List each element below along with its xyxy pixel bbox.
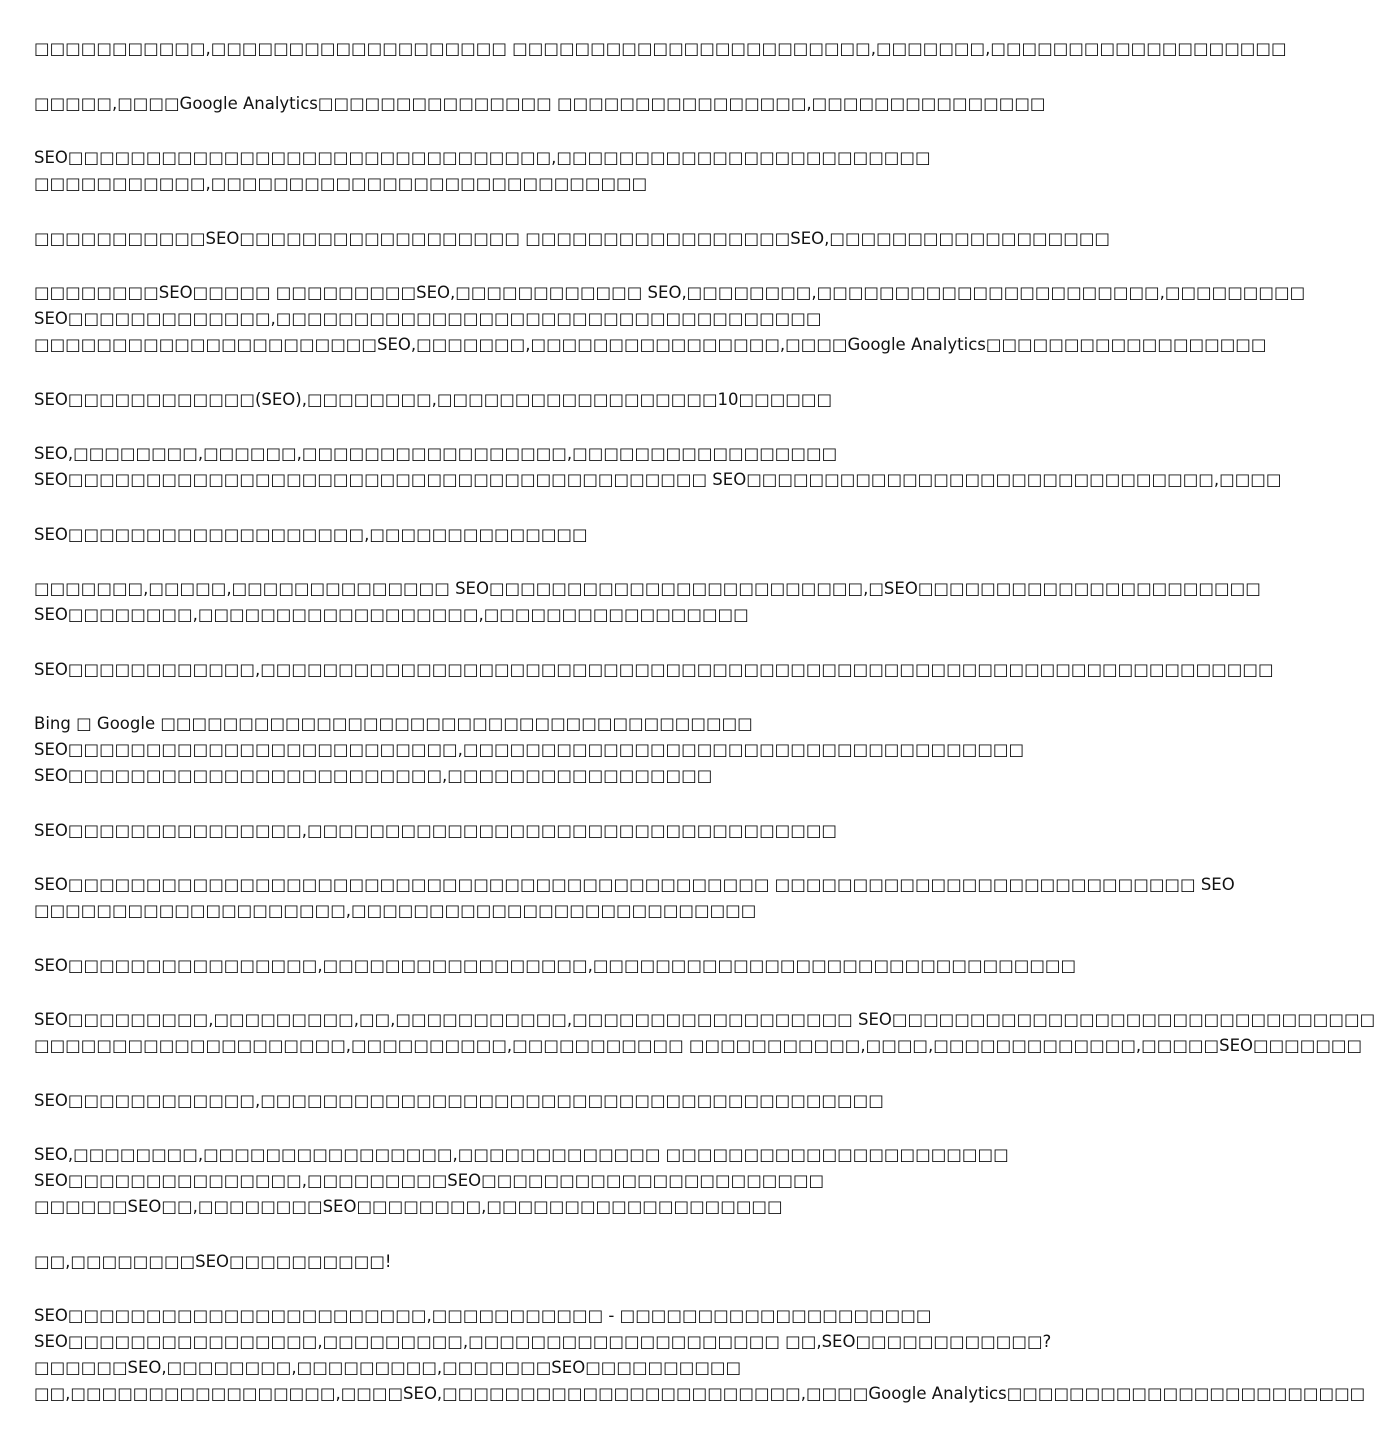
- text-line: SEO□□□□□□□□□□□□□□□□,□□□□□□□□□□□□□□□□□,□□□□□□□□□□□□□□□□□□□□□□□□□□□□□□□: [34, 955, 1077, 975]
- text-line: SEO□□□□□□□□□□□□□□□,□□□□□□□□□□□□□□□□□□□□□□□□□□□□□□□□□□: [34, 820, 838, 840]
- paragraph: [34, 1303, 1366, 1407]
- paragraph: [34, 1007, 1375, 1059]
- text-line: SEO□□□□□□□□□□□□□,□□□□□□□□□□□□□□□□□□□□□□□□□□□□□□□□□□□: [34, 309, 822, 328]
- text-line: □□□□□□□□□□□□□□□□□□□□,□□□□□□□□□□□□□□□□□□□□□□□□□□: [34, 901, 757, 920]
- text-line: SEO□□□□□□□□□□□□□□□□□□□□□□□□□,□□□□□□□□□□□□□□□□□□□□□□□□□□□□□□□□□□□□: [34, 740, 1025, 759]
- paragraph: [34, 36, 1287, 62]
- text-line: SEO□□□□□□□□□□□□,□□□□□□□□□□□□□□□□□□□□□□□□□□□□□□□□□□□□□□□□: [34, 1090, 884, 1110]
- text-line: SEO□□□□□□□□□□□□□□□□□□□□□□□,□□□□□□□□□□□ - □□□□□□□□□□□□□□□□□□□□: [34, 1306, 932, 1325]
- text-line: □□,□□□□□□□□SEO□□□□□□□□□□!: [34, 1251, 392, 1271]
- text-line: SEO,□□□□□□□□,□□□□□□,□□□□□□□□□□□□□□□□□,□□□□□□□□□□□□□□□□□: [34, 444, 838, 463]
- text-line: □□,□□□□□□□□□□□□□□□□□,□□□□SEO,□□□□□□□□□□□□□□□□□□□□□□□,□□□□Google Analytics□□□□□□□□□□□□□□□□□□□□□□□: [34, 1384, 1366, 1403]
- paragraph: [34, 441, 1282, 493]
- paragraph: [34, 91, 1046, 117]
- paragraph: [34, 387, 990, 413]
- paragraph: [34, 1088, 990, 1114]
- text-line: SEO□□□□□□□□□□□□□□□,□□□□□□□□□SEO□□□□□□□□□□□□□□□□□□□□□□: [34, 1171, 825, 1190]
- text-line: □□□□□□□□□□□,□□□□□□□□□□□□□□□□□□□□□□□□□□□□: [34, 174, 648, 193]
- text-line: □□□□□□□,□□□□□,□□□□□□□□□□□□□□ SEO□□□□□□□□□□□□□□□□□□□□□□□□,□SEO□□□□□□□□□□□□□□□□□□□□□□: [34, 579, 1261, 598]
- paragraph: [34, 226, 1110, 252]
- paragraph: [34, 872, 1235, 924]
- text-line: SEO□□□□□□□□□□□□□□□□□□□□□□□□□□□□□□□,□□□□□□□□□□□□□□□□□□□□□□□□: [34, 148, 931, 167]
- text-line: □□□□□□□□□□□□□□□□□□□□□□SEO,□□□□□□□,□□□□□□□□□□□□□□□□,□□□□Google Analytics□□□□□□□□□□□□□□□□□□: [34, 335, 1267, 354]
- text-line: □□□□□□□□□□□SEO□□□□□□□□□□□□□□□□□□ □□□□□□□□□□□□□□□□□SEO,□□□□□□□□□□□□□□□□□□: [34, 228, 1110, 248]
- text-line: □□□□□□SEO□□,□□□□□□□□SEO□□□□□□□□,□□□□□□□□□□□□□□□□□□□: [34, 1197, 783, 1216]
- paragraph: [34, 657, 1274, 683]
- text-line: SEO□□□□□□□□□,□□□□□□□□□,□□,□□□□□□□□□□□,□□□□□□□□□□□□□□□□□□ SEO□□□□□□□□□□□□□□□□□□□□□□□□□□□□□□□: [34, 1010, 1375, 1029]
- text-line: □□□□□□SEO,□□□□□□□□,□□□□□□□□□,□□□□□□□SEO□□□□□□□□□□: [34, 1358, 742, 1377]
- text-line: SEO□□□□□□□□□□□□,□□□□□□□□□□□□□□□□□□□□□□□□□□□□□□□□□□□□□□□□□□□□□□□□□□□□□□□□□□□□□□□□□: [34, 659, 1274, 679]
- text-line: Bing □ Google □□□□□□□□□□□□□□□□□□□□□□□□□□□□□□□□□□□□□□: [34, 714, 753, 733]
- text-line: SEO□□□□□□□□□□□□□□□□,□□□□□□□□□,□□□□□□□□□□□□□□□□□□□□ □□,SEO□□□□□□□□□□□□?: [34, 1332, 1052, 1351]
- text-line: SEO□□□□□□□□□□□□(SEO),□□□□□□□□,□□□□□□□□□□□□□□□□□□10□□□□□□: [34, 389, 833, 409]
- paragraph: [34, 1249, 990, 1275]
- text-line: □□□□□□□□□□□,□□□□□□□□□□□□□□□□□□□ □□□□□□□□□□□□□□□□□□□□□□□,□□□□□□□,□□□□□□□□□□□□□□□□□□□: [34, 39, 1287, 58]
- paragraph: [34, 818, 990, 844]
- paragraph: [34, 145, 990, 197]
- text-line: □□□□□□□□□□□□□□□□□□□□,□□□□□□□□□□,□□□□□□□□□□□ □□□□□□□□□□□,□□□□,□□□□□□□□□□□□□,□□□□□SEO□□□□□□□: [34, 1036, 1363, 1055]
- text-line: SEO□□□□□□□□□□□□□□□□□□□,□□□□□□□□□□□□□□: [34, 524, 588, 544]
- paragraph: [34, 1142, 1009, 1220]
- text-line: SEO,□□□□□□□□,□□□□□□□□□□□□□□□□,□□□□□□□□□□□□□ □□□□□□□□□□□□□□□□□□□□□□: [34, 1145, 1009, 1164]
- text-line: SEO□□□□□□□□,□□□□□□□□□□□□□□□□□□,□□□□□□□□□□□□□□□□□: [34, 605, 749, 624]
- text-line: SEO□□□□□□□□□□□□□□□□□□□□□□□□□□□□□□□□□□□□□□□□□□□□□ □□□□□□□□□□□□□□□□□□□□□□□□□□□ SEO: [34, 875, 1235, 894]
- paragraph: [34, 280, 1306, 358]
- paragraph: [34, 711, 1025, 789]
- text-line: □□□□□,□□□□Google Analytics□□□□□□□□□□□□□□□ □□□□□□□□□□□□□□□□,□□□□□□□□□□□□□□□: [34, 93, 1046, 113]
- paragraph: [34, 522, 990, 548]
- text-line: □□□□□□□□SEO□□□□□ □□□□□□□□□SEO,□□□□□□□□□□□□ SEO,□□□□□□□□,□□□□□□□□□□□□□□□□□□□□□□,□□□□□□□□□: [34, 283, 1306, 302]
- paragraph: [34, 953, 1077, 979]
- text-line: SEO□□□□□□□□□□□□□□□□□□□□□□□□,□□□□□□□□□□□□□□□□□: [34, 766, 713, 785]
- text-line: SEO□□□□□□□□□□□□□□□□□□□□□□□□□□□□□□□□□□□□□□□□□ SEO□□□□□□□□□□□□□□□□□□□□□□□□□□□□□□,□□□□: [34, 470, 1282, 489]
- paragraph: [34, 576, 1261, 628]
